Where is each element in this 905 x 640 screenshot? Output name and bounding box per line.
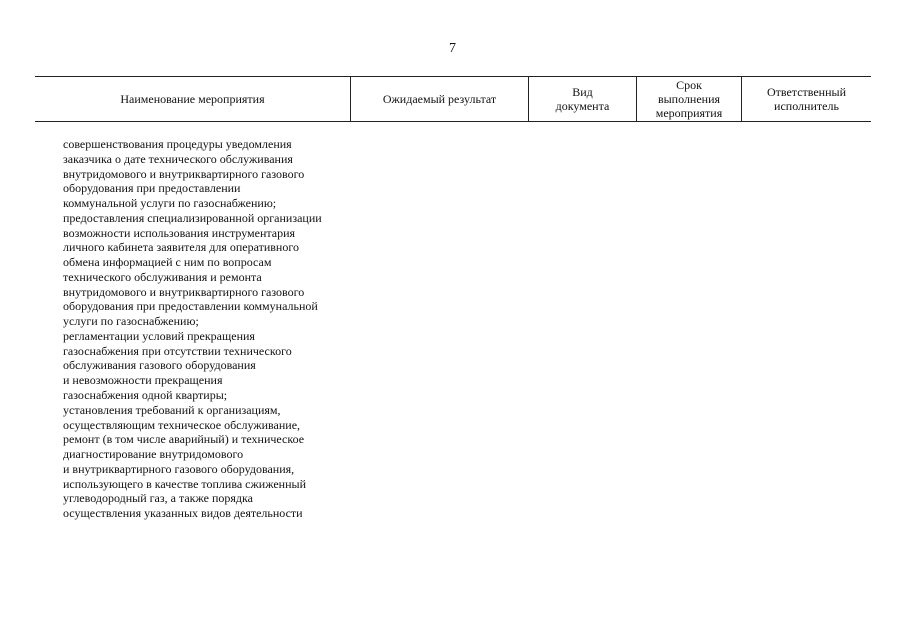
text-line: углеводородный газ, а также порядка: [63, 491, 253, 506]
column-header-expected-result: Ожидаемый результат: [350, 77, 528, 121]
table-header: [35, 76, 871, 122]
text-line: услуги по газоснабжению;: [63, 314, 199, 329]
text-line: заказчика о дате технического обслуживания: [63, 151, 293, 166]
column-header-responsible: Ответственный исполнитель: [741, 77, 871, 121]
text-line: ремонт (в том числе аварийный) и техническое: [63, 432, 305, 447]
page-number: 7: [449, 41, 456, 56]
text-line: коммунальной услуги по газоснабжению;: [63, 196, 277, 211]
column-header-document-type: Вид документа: [528, 77, 636, 121]
text-line: возможности использования инструментария: [63, 225, 296, 240]
text-line: обмена информацией с ним по вопросам: [63, 255, 272, 270]
text-line: оборудования при предоставлении коммунальной: [63, 299, 318, 314]
text-line: внутридомового и внутриквартирного газового: [63, 284, 305, 299]
text-line: обслуживания газового оборудования: [63, 358, 256, 373]
text-line: внутридомового и внутриквартирного газового: [63, 166, 305, 181]
column-header-deadline: Срок выполнения мероприятия: [636, 77, 741, 121]
text-line: и невозможности прекращения: [63, 373, 223, 388]
text-line: оборудования при предоставлении: [63, 181, 241, 196]
text-line: и внутриквартирного газового оборудования,: [63, 461, 295, 476]
text-line: технического обслуживания и ремонта: [63, 269, 262, 284]
text-line: осуществления указанных видов деятельности: [63, 506, 303, 521]
text-line: газоснабжения одной квартиры;: [63, 388, 228, 403]
activity-name-cell-text: [63, 137, 322, 521]
text-line: предоставления специализированной организации: [63, 210, 322, 225]
text-line: диагностирование внутридомового: [63, 447, 244, 462]
column-header-activity-name: Наименование мероприятия: [120, 92, 265, 106]
text-line: регламентации условий прекращения: [63, 328, 255, 343]
text-line: установления требований к организациям,: [63, 402, 281, 417]
text-line: осуществляющим техническое обслуживание,: [63, 417, 301, 432]
text-line: личного кабинета заявителя для оперативного: [63, 240, 299, 255]
text-line: использующего в качестве топлива сжиженный: [63, 476, 307, 491]
text-line: газоснабжения при отсутствии технического: [63, 343, 292, 358]
text-line: совершенствования процедуры уведомления: [63, 137, 292, 151]
